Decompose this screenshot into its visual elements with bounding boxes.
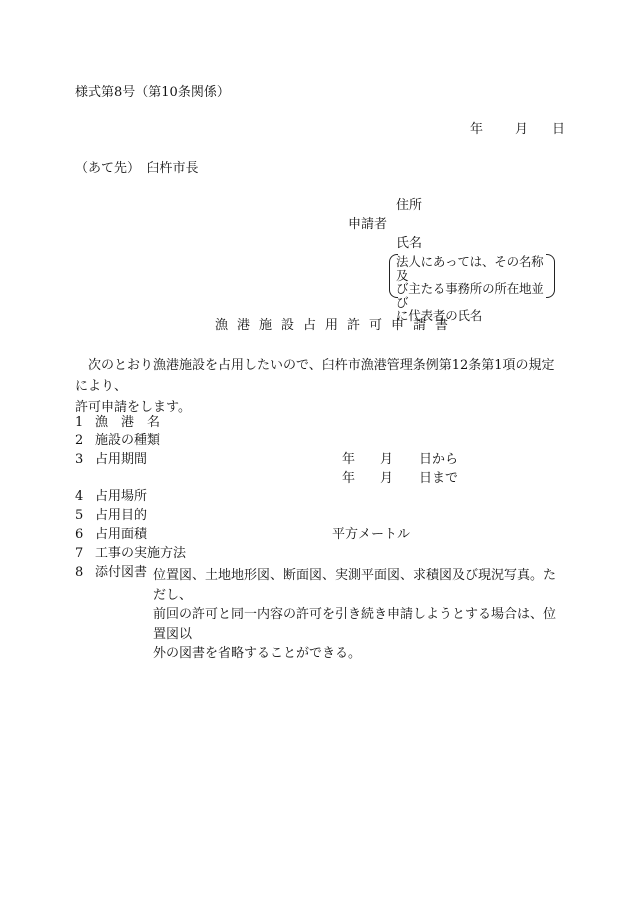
period-to-month: 月 <box>380 471 394 486</box>
item-number: 3 <box>75 452 84 467</box>
period-to <box>342 472 458 485</box>
corporation-note-text <box>396 255 551 323</box>
item-number: 6 <box>75 527 84 542</box>
attachments-line: 位置図、土地地形図、断面図、実測平面図、求積図及び現況写真。ただし、 <box>153 568 557 603</box>
date-line <box>470 123 565 136</box>
corporation-note-line: に代表者の氏名 <box>396 308 483 323</box>
addressee: （あて先） 臼杵市長 <box>75 161 199 176</box>
period-from <box>342 453 458 466</box>
item-label-port-name: 漁 港 名 <box>95 415 161 430</box>
item-label-occupancy-location: 占用場所 <box>95 489 148 504</box>
date-month: 月 <box>515 122 529 137</box>
item-number: 7 <box>75 546 84 561</box>
item-label-construction-method: 工事の実施方法 <box>95 546 187 561</box>
corporation-note-line: び主たる事務所の所在地並び <box>396 281 544 310</box>
period-to-year: 年 <box>342 471 356 486</box>
body-line: 次のとおり漁港施設を占用したいので、臼杵市漁港管理条例第12条第1項の規定により、 <box>75 358 555 394</box>
item-number: 1 <box>75 415 84 430</box>
period-from-year: 年 <box>342 452 356 467</box>
name-label: 氏名 <box>396 236 423 251</box>
item-number: 8 <box>75 565 84 580</box>
item-label-occupancy-purpose: 占用目的 <box>95 508 148 523</box>
attachments-line: 外の図書を省略することができる。 <box>153 646 362 661</box>
item-label-attachments: 添付図書 <box>95 565 148 580</box>
date-day: 日 <box>552 122 566 137</box>
attachments-text <box>153 566 563 664</box>
item-number: 5 <box>75 508 84 523</box>
corporation-note <box>389 254 555 323</box>
form-number: 様式第8号（第10条関係） <box>75 85 230 100</box>
right-bracket <box>546 254 555 298</box>
item-label-occupancy-period: 占用期間 <box>95 452 148 467</box>
period-to-day: 日まで <box>419 471 459 486</box>
body-text <box>75 355 560 418</box>
area-unit: 平方メートル <box>332 527 411 542</box>
date-year: 年 <box>470 122 484 137</box>
period-from-month: 月 <box>380 452 394 467</box>
attachments-line: 前回の許可と同一内容の許可を引き続き申請しようとする場合は、位置図以 <box>153 607 557 642</box>
item-number: 4 <box>75 489 84 504</box>
period-from-day: 日から <box>419 452 459 467</box>
applicant-label: 申請者 <box>348 217 388 232</box>
item-label-facility-type: 施設の種類 <box>95 433 161 448</box>
body-line: 許可申請をします。 <box>75 400 191 415</box>
item-number: 2 <box>75 433 84 448</box>
document-title: 漁港施設占用許可申請書 <box>215 318 458 333</box>
address-label: 住所 <box>396 198 423 213</box>
item-label-occupancy-area: 占用面積 <box>95 527 148 542</box>
corporation-note-line: 法人にあっては、その名称及 <box>396 254 544 283</box>
